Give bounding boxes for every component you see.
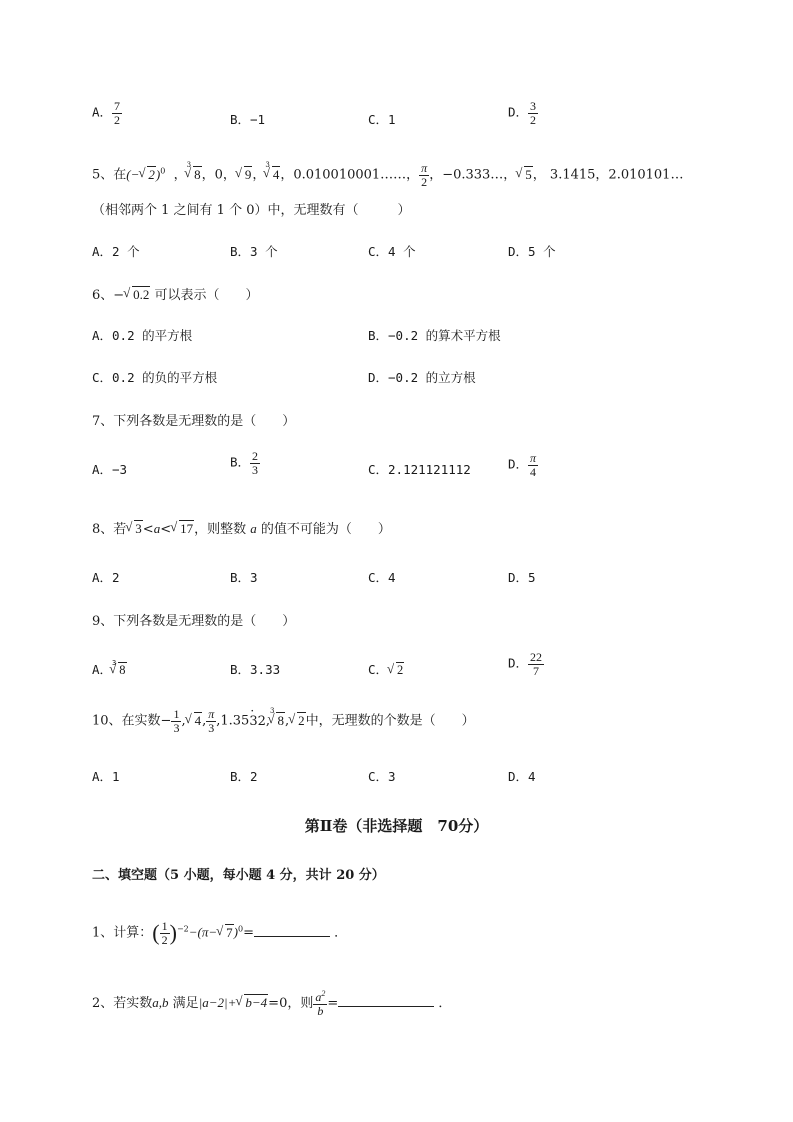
q4-option-a: A． $\frac{7}{2}$ [92, 99, 121, 127]
q5-option-a: A．2 个 [92, 244, 140, 259]
q6-option-b: B．−0.2 的算术平方根 [368, 328, 501, 343]
q9-stem: 9、下列各数是无理数的是（ ） [92, 614, 296, 629]
q7-stem: 7、下列各数是无理数的是（ ） [92, 414, 296, 429]
q8-stem: 8、若√ 3<a<√ 17，则整数 a 的值不可能为（ ） [92, 518, 391, 537]
q8-option-a: A．2 [92, 570, 120, 585]
fill2-stem: 2、若实数a,b 满足|a−2|+√ b−4=0，则 $\frac{a^2}{b}$ = ． [92, 990, 451, 1017]
section2-heading: 二、填空题（5 小题，每小题 4 分，共计 20 分） [92, 868, 385, 883]
q5-option-d: D．5 个 [508, 244, 556, 259]
fill2-answer-blank [338, 994, 434, 1007]
q9-option-c: C．√ 2 [368, 660, 404, 678]
fill1-answer-blank [254, 924, 330, 937]
fill1-stem: 1、计算：( $\frac{1}{2}$ )$^{-2}$−(π−√ 7)$^0$= ． [92, 920, 347, 946]
q7-option-b: B． $\frac{2}{3}$ [230, 449, 259, 477]
q10-option-c: C．3 [368, 769, 396, 784]
q10-option-b: B．2 [230, 769, 258, 784]
q4-option-c: C．1 [368, 112, 396, 127]
q4-d-numerator: 3 [530, 99, 537, 113]
q6-stem: 6、−√ 0.2 可以表示（ ） [92, 284, 259, 303]
q4-d-denominator: 2 [530, 112, 537, 127]
q8-option-b: B．3 [230, 570, 258, 585]
q5-option-c: C．4 个 [368, 244, 416, 259]
q6-option-a: A．0.2 的平方根 [92, 328, 193, 343]
q5-stem: 5、在(−√ 2)$^0$ ，$^3$√ 8，0，√ 9，$^3$√ 4，0.010010001……， $\frac{\pi}{2}$ ，−0.333…，√ 5， 3.1415，2.010101… [92, 162, 683, 188]
q8-option-d: D．5 [508, 570, 536, 585]
q6-option-d: D．−0.2 的立方根 [368, 370, 476, 385]
q4-a-denominator: 2 [114, 112, 121, 127]
q7-option-a: A．−3 [92, 462, 128, 477]
q10-option-d: D．4 [508, 769, 536, 784]
q7-option-c: C．2.121121112 [368, 462, 471, 477]
q9-option-b: B．3.33 [230, 662, 281, 677]
q6-option-c: C．0.2 的负的平方根 [92, 370, 218, 385]
q4-option-d: D． $\frac{3}{2}$ [508, 99, 537, 127]
q4-option-b: B．−1 [230, 112, 266, 127]
q4-a-numerator: 7 [114, 99, 121, 113]
q10-option-a: A．1 [92, 769, 120, 784]
q9-option-a: A．$^3$√ 8 [92, 660, 127, 678]
q9-option-d: D． $\frac{22}{7}$ [508, 650, 543, 678]
q5-option-b: B．3 个 [230, 244, 278, 259]
part2-title: 第Ⅱ卷（非选择题 70分） [304, 817, 489, 835]
q5-stem-line2: （相邻两个 1 之间有 1 个 0）中，无理数有（ ） [92, 203, 411, 218]
q7-option-d: D． $\frac{\pi}{4}$ [508, 451, 537, 479]
q8-option-c: C．4 [368, 570, 396, 585]
q10-stem: 10、在实数− $\frac{1}{3}$ ,√ 4, $\frac{\pi}{3}$ ,1.35· 32,$^3$√ 8,√ 2中，无理数的个数是（ ） [92, 708, 475, 734]
